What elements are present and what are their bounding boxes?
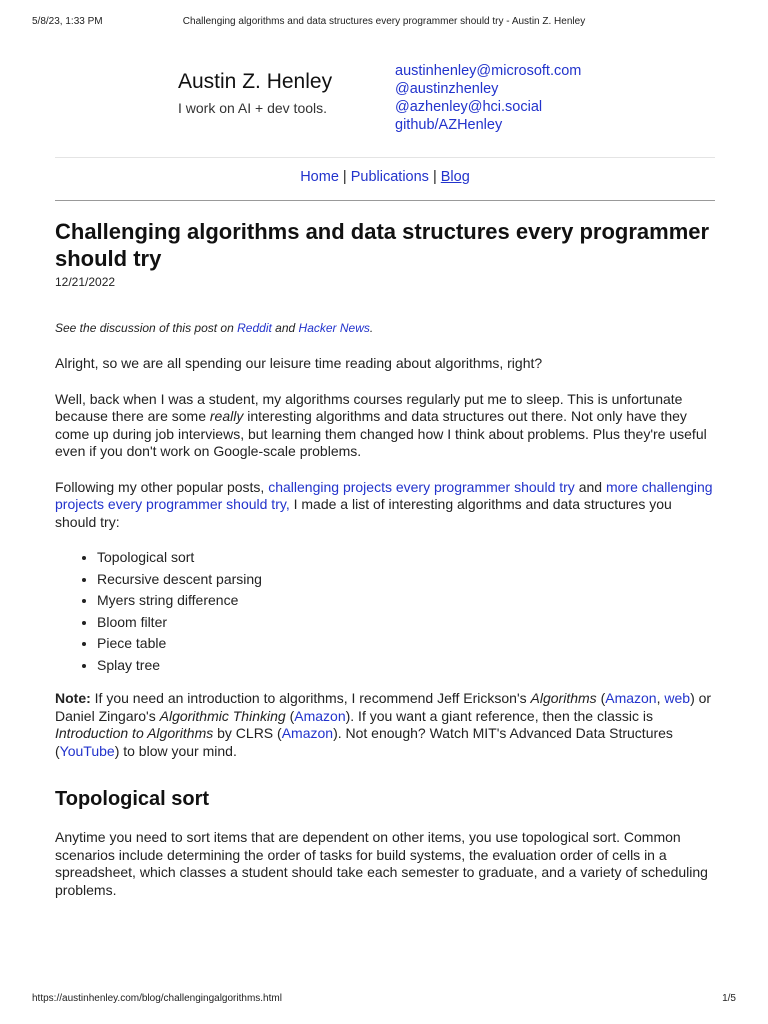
blog-post	[55, 218, 715, 899]
print-datetime: 5/8/23, 1:33 PM	[32, 16, 103, 27]
nav-publications-link[interactable]: Publications	[350, 169, 429, 185]
hacker-news-link[interactable]: Hacker News	[298, 321, 370, 335]
nav-blog-link[interactable]: Blog	[440, 169, 470, 185]
web-link-algorithms[interactable]: web	[664, 690, 691, 706]
contact-links	[395, 62, 581, 134]
list-item: • Bloom filter	[97, 612, 715, 634]
challenging-projects-link[interactable]: challenging projects every programmer should try	[268, 478, 575, 495]
print-document-title: Challenging algorithms and data structures every programmer should try - Austin Z. Henley	[182, 16, 586, 27]
note-text: If you need an introduction to algorithms, I recommend Jeff Erickson's	[94, 690, 527, 706]
student-text-before: Well, back when I was a student, my algorithms courses regularly put me to sleep. This is unfortunate because there are some	[55, 390, 683, 424]
header-divider	[55, 157, 715, 158]
amazon-link-clrs[interactable]: Amazon	[281, 725, 334, 741]
note-paragraph	[55, 690, 715, 760]
more-challenging-projects-link[interactable]: more challenging projects every programmer should try,	[55, 478, 713, 512]
note-text: ). Not enough? Watch MIT's Advanced Data Structures (	[55, 725, 673, 759]
nav-separator: |	[342, 169, 347, 185]
nav-separator: |	[432, 169, 437, 185]
following-text-after: I made a list of interesting algorithms and data structures you should try:	[55, 496, 672, 530]
print-footer	[32, 993, 736, 1007]
note-text: by CLRS (	[217, 725, 282, 741]
book-intro-to-algorithms: Introduction to Algorithms	[55, 725, 214, 741]
amazon-link-algorithmic-thinking[interactable]: Amazon	[294, 707, 346, 724]
site-nav	[55, 169, 715, 185]
amazon-link-algorithms[interactable]: Amazon	[605, 690, 657, 706]
book-algorithms: Algorithms	[530, 690, 597, 706]
discussion-suffix: .	[369, 321, 374, 335]
github-link[interactable]: github/AZHenley	[395, 117, 503, 133]
book-algorithmic-thinking: Algorithmic Thinking	[159, 707, 286, 724]
following-paragraph	[55, 479, 715, 532]
discussion-note	[55, 321, 715, 335]
reddit-link[interactable]: Reddit	[237, 321, 272, 335]
site-header	[55, 0, 715, 160]
note-label: Note:	[55, 690, 91, 706]
list-item: • Splay tree	[97, 655, 715, 677]
topological-sort-paragraph: Anytime you need to sort items that are dependent on other items, you use topological sort. Common scenarios include determining the order of tasks for build systems, the evaluation order of cells in a spreadsheet, which classes a student should take each semester to graduate, and a variety of scheduling problems.	[55, 829, 708, 898]
intro-paragraph: Alright, so we are all spending our leisure time reading about algorithms, right?	[55, 355, 543, 371]
list-item: • Recursive descent parsing	[97, 569, 715, 591]
youtube-link[interactable]: YouTube	[59, 742, 115, 759]
nav-divider	[55, 200, 715, 201]
note-text: (	[289, 707, 295, 724]
section-heading-topological-sort: Topological sort	[55, 788, 210, 810]
nav-home-link[interactable]: Home	[300, 169, 339, 185]
note-text: ,	[656, 690, 661, 706]
site-tagline: I work on AI + dev tools.	[178, 100, 328, 116]
list-item: • Topological sort	[97, 547, 715, 569]
note-text: (	[600, 690, 606, 706]
note-text: ). If you want a giant reference, then the classic is	[345, 707, 653, 724]
print-url: https://austinhenley.com/blog/challengingalgorithms.html	[32, 993, 282, 1004]
student-paragraph	[55, 391, 715, 461]
mastodon-link[interactable]: @azhenley@hci.social	[395, 99, 543, 115]
twitter-link[interactable]: @austinzhenley	[395, 81, 499, 97]
page-number: 1/5	[722, 993, 736, 1004]
discussion-mid: and	[275, 321, 296, 335]
discussion-prefix: See the discussion of this post on	[55, 321, 234, 335]
really-emphasis: really	[209, 408, 244, 424]
post-title: Challenging algorithms and data structures every programmer should try	[55, 219, 710, 271]
list-item: • Piece table	[97, 633, 715, 655]
list-item: • Myers string difference	[97, 590, 715, 612]
following-text-before: Following my other popular posts,	[55, 478, 265, 495]
algorithm-list	[55, 547, 715, 676]
email-link[interactable]: austinhenley@microsoft.com	[395, 63, 582, 79]
author-name: Austin Z. Henley	[178, 70, 333, 93]
following-text-mid: and	[578, 478, 603, 495]
post-date: 12/21/2022	[55, 275, 116, 289]
note-text: ) to blow your mind.	[114, 742, 237, 759]
note-text: ) or Daniel Zingaro's	[55, 690, 712, 724]
student-text-after: interesting algorithms and data structures out there. Not only have they come up during job interviews, but learning them changed how I think about problems. Plus they're useful even if you don't work on Google-scale problems.	[55, 408, 707, 459]
